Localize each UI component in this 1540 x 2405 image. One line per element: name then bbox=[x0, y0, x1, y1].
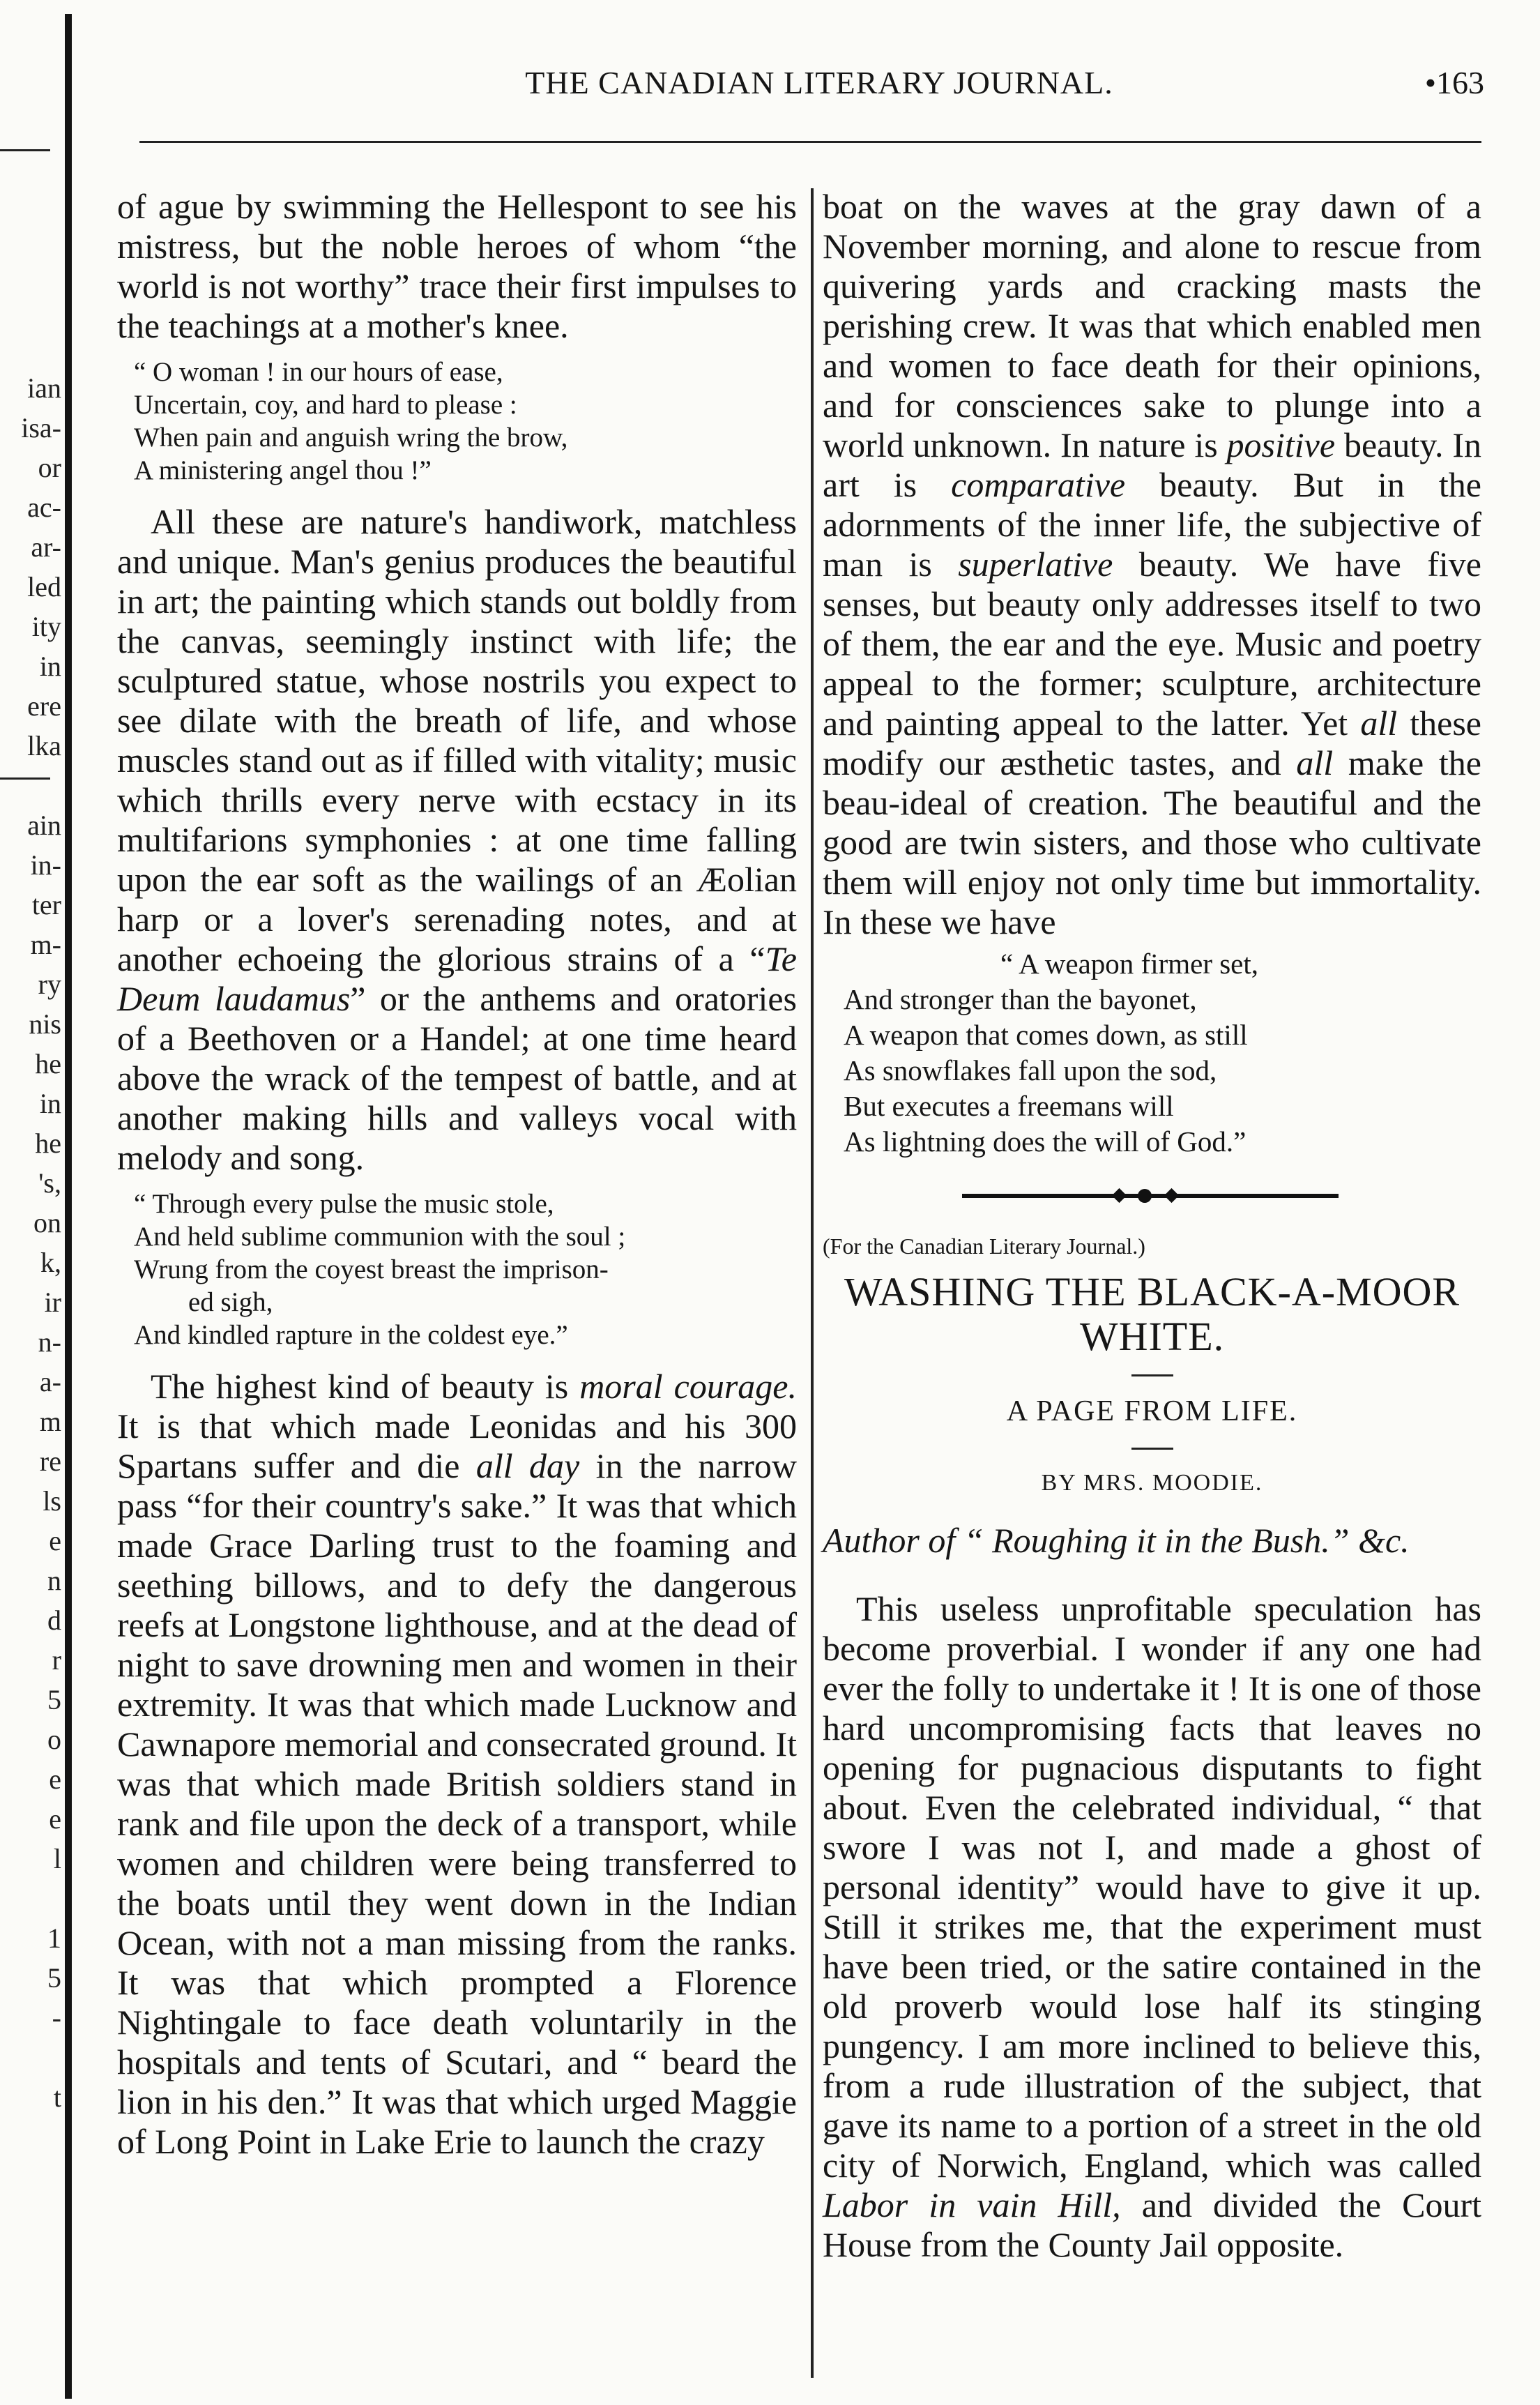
paragraph: This useless unprofitable speculation has become proverbial. I wonder if any one had ever the folly to undertake it ! It is one of those hard uncompromising facts that leaves no opening for pugnacious disputants to fight about. Even the celebrated individual, “ that swore I was not I, and made a ghost of personal identity” would have to give it up. Still it strikes me, that the experiment must have been tried, or the satire contained in the old proverb would lose half its stinging pungency. I am more inclined to believe this, from a rude illustration of the subject, that gave its name to a portion of a street in the old city of Norwich, England, which was called Labor in vain Hill, and divided the Court House from the County Jail opposite. bbox=[823, 1589, 1481, 2264]
verse-quote: “ O woman ! in our hours of ease, Uncertain, coy, and hard to please : When pain and anguish wring the brow, A ministering angel thou !” bbox=[134, 357, 568, 485]
left-column bbox=[117, 187, 797, 2162]
short-rule bbox=[1131, 1374, 1173, 1376]
byline: BY MRS. MOODIE. bbox=[1041, 1470, 1263, 1496]
article-subtitle: A PAGE FROM LIFE. bbox=[1006, 1395, 1298, 1427]
right-column bbox=[823, 187, 1481, 2265]
page-number: •163 bbox=[1424, 65, 1484, 100]
ornamental-divider bbox=[823, 1175, 1481, 1215]
short-rule bbox=[1131, 1448, 1173, 1450]
paragraph: The highest kind of beauty is moral courage. It is that which made Leonidas and his 300 Spartans suffer and die all day in the narrow pass “for their country's sake.” It was that which made Grace Darling trust to the foaming and seething billows, and to defy the dangerous reefs at Longstone lighthouse, and at the dead of night to save drowning men and women in their extremity. It was that which made Lucknow and Cawnapore memorial and consecrated ground. It was that which made British soldiers stand in rank and file upon the deck of a transport, while women and children were being transferred to the boats until they went down in the Indian Ocean, with not a man missing from the ranks. It was that which prompted a Florence Nightingale to face death voluntarily in the hospitals and tents of Scutari, and “ beard the lion in his den.” It was that which urged Maggie of Long Point in Lake Erie to launch the crazy bbox=[117, 1367, 798, 2161]
running-header-title: THE CANADIAN LITERARY JOURNAL. bbox=[525, 65, 1113, 100]
gutter-dash bbox=[0, 149, 50, 151]
paragraph: All these are nature's handiwork, matchless and unique. Man's genius produces the beautiful in art; the painting which stands out boldly from the canvas, seemingly instinct with life; the sculptured statue, whose nostrils you expect to see dilate with the breath of life, and whose muscles stand out as if filled with vitality; music which thrills every nerve with ecstacy in its multifarions symphonies : at one time falling upon the ear soft as the wailings of an Æolian harp or a lover's serenading notes, and at another echoeing the glorious strains of a “Te Deum laudamus” or the anthems and oratories of a Beethoven or a Handel; at one time heard above the wrack of the tempest of battle, and at another making hills and valleys vocal with melody and song. bbox=[117, 502, 797, 1177]
paragraph: of ague by swimming the Hellespont to see his mistress, but the noble heroes of whom “the world is not worthy” trace their first impulses to the teachings at a mother's knee. bbox=[117, 187, 797, 345]
gutter-rule bbox=[65, 14, 72, 2399]
source-note: (For the Canadian Literary Journal.) bbox=[823, 1234, 1145, 1259]
paragraph: boat on the waves at the gray dawn of a November morning, and alone to rescue from quivering yards and cracking masts the perishing crew. It was that which enabled men and women to face death for their opinions, and for consciences sake to plunge into a world unknown. In nature is positive beauty. In art is comparative beauty. But in the adornments of the inner life, the subjective of man is superlative beauty. We have five senses, but beauty only addresses itself to two of them, the ear and the eye. Music and poetry appeal to the former; sculpture, architecture and painting appeal to the latter. Yet all these modify our æsthetic tastes, and all make the beau-ideal of creation. The beautiful and the good are twin sisters, and those who cultivate them will enjoy not only time but immortality. In these we have bbox=[823, 187, 1482, 941]
column-rule bbox=[811, 188, 814, 2378]
verse-quote: “ A weapon firmer set, And stronger than the bayonet, A weapon that comes down, as still As snowflakes fall upon the sod, But executes a freemans will As lightning does the will of God.” bbox=[844, 948, 1259, 1158]
author-credit: Author of “ Roughing it in the Bush.” &c. bbox=[823, 1521, 1410, 1560]
article-title: WASHING THE BLACK-A-MOOR WHITE. bbox=[844, 1269, 1461, 1359]
gutter-text-fragments: ian isa- or ac- ar- led ity in ere lka ain in- ter m- ry nis he in he 's, on k, ir n- a- m re ls e n d r 5 o e e l 1 5 - t bbox=[21, 372, 61, 2113]
header-rule bbox=[139, 141, 1481, 143]
verse-quote: “ Through every pulse the music stole, And held sublime communion with the soul ; Wrung from the coyest breast the imprison- ed sigh, And kindled rapture in the coldest eye.” bbox=[134, 1189, 626, 1350]
